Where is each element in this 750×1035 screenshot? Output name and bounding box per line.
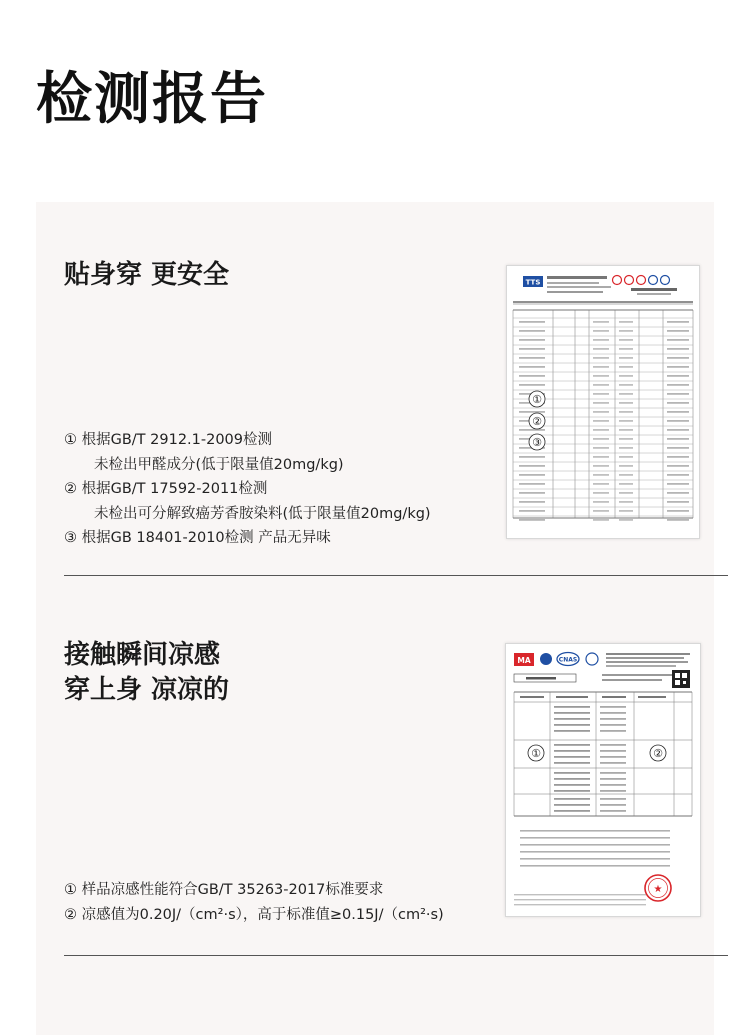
lab-logo-icon: [586, 653, 598, 665]
report-document-graphic: [507, 266, 699, 538]
cert-mark-icon: [649, 276, 658, 285]
lab-logo-text: TTS: [525, 278, 541, 287]
marker-one: ①: [532, 393, 542, 406]
note-item: ③ 根据GB 18401-2010检测 产品无异味: [64, 530, 331, 546]
note-item: ② 凉感值为0.20J/（cm²·s），高于标准值≥0.15J/（cm²·s): [64, 906, 444, 923]
note-item: ② 根据GB/T 17592-2011检测: [64, 481, 268, 497]
page-title: 检测报告: [36, 67, 268, 132]
note-item: 未检出甲醛成分(低于限量值20mg/kg): [94, 456, 344, 473]
cert-mark-icon: [661, 276, 670, 285]
report-table: [514, 692, 692, 905]
cert-mark-icon: [625, 276, 634, 285]
report-markers: [528, 745, 666, 761]
marker-three: ③: [532, 436, 542, 449]
section-divider: [64, 575, 728, 576]
cooling-heading-line: 穿上身 凉凉的: [64, 675, 230, 706]
marker-two: ②: [532, 415, 542, 428]
note-item: ① 根据GB/T 2912.1-2009检测: [64, 432, 273, 448]
cnas-logo-text: CNAS: [558, 656, 578, 664]
note-item: 未检出可分解致癌芳香胺染料(低于限量值20mg/kg): [94, 505, 431, 522]
safety-notes: [64, 428, 431, 551]
ma-logo-text: MA: [517, 656, 531, 665]
marker-one: ①: [531, 747, 541, 760]
cooling-heading-line: 接触瞬间凉感: [64, 640, 221, 670]
safety-test-report-image: [506, 265, 700, 539]
cert-mark-icon: [637, 276, 646, 285]
report-markers: [529, 391, 545, 450]
section-divider: [64, 955, 728, 956]
note-item: ① 样品凉感性能符合GB/T 35263-2017标准要求: [64, 882, 384, 898]
marker-two: ②: [653, 747, 663, 760]
cooling-heading: [64, 638, 229, 708]
seal-star-icon: ★: [653, 884, 663, 895]
qr-code-icon: [672, 670, 690, 688]
cooling-test-report-image: [505, 643, 701, 917]
report-document-graphic: [506, 644, 700, 916]
cert-mark-icon: [613, 276, 622, 285]
ilac-logo-icon: [540, 653, 552, 665]
cooling-notes: [64, 878, 444, 927]
safety-heading: 贴身穿 更安全: [64, 260, 230, 290]
content-panel: [36, 202, 714, 1035]
cooling-section: [36, 582, 714, 962]
safety-section: [36, 202, 714, 582]
